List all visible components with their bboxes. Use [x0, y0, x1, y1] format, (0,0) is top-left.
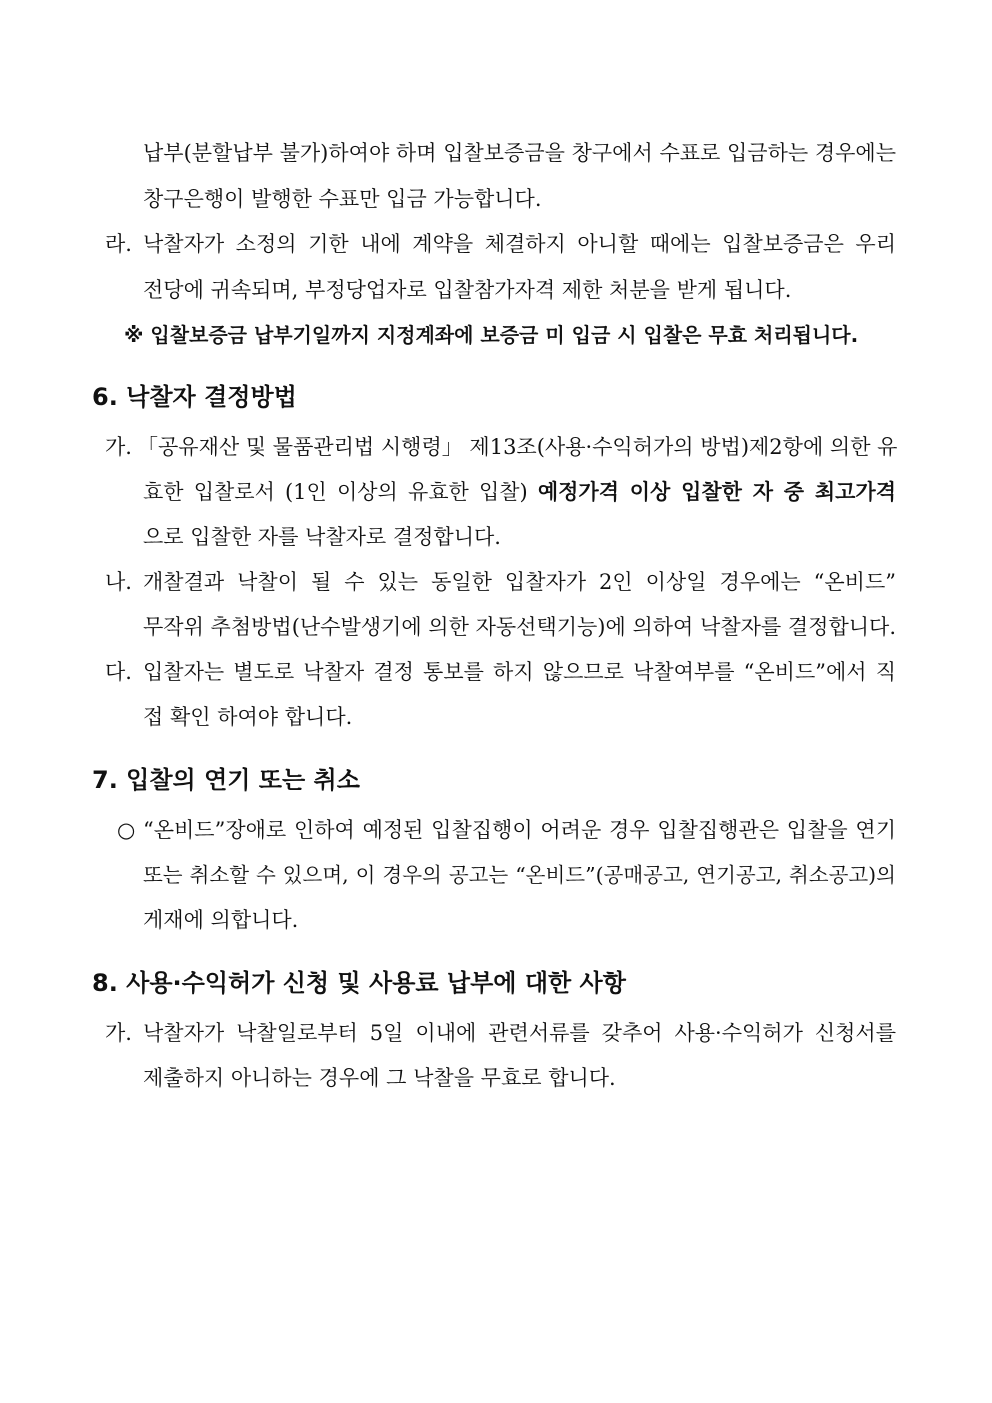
- section-7-heading: 7. 입찰의 연기 또는 취소: [92, 766, 360, 794]
- section-7-line-2: 또는 취소할 수 있으며, 이 경우의 공고는 “온비드”(공매공고, 연기공고, 취소공고)의: [143, 863, 896, 887]
- section-6-ga-line-3: 으로 입찰한 자를 낙찰자로 결정합니다.: [143, 525, 501, 549]
- section-6-na-marker: 나.: [105, 570, 132, 594]
- section-6-da-line-2: 접 확인 하여야 합니다.: [143, 705, 353, 729]
- section-8-ga-line-2: 제출하지 아니하는 경우에 그 낙찰을 무효로 합니다.: [143, 1066, 616, 1090]
- section-6-ga-marker: 가.: [105, 435, 132, 459]
- section-6-na-line-1: 개찰결과 낙찰이 될 수 있는 동일한 입찰자가 2인 이상일 경우에는 “온비드”: [143, 570, 896, 594]
- section-6-ga-line-1: 「공유재산 및 물품관리법 시행령」 제13조(사용·수익허가의 방법)제2항에 의한 유: [137, 435, 898, 459]
- section-6-na-line-2: 무작위 추첨방법(난수발생기에 의한 자동선택기능)에 의하여 낙찰자를 결정합니다.: [143, 615, 896, 639]
- section-6-da-marker: 다.: [105, 660, 132, 684]
- section-7-bullet: ○: [117, 818, 136, 842]
- intro-line-2: 창구은행이 발행한 수표만 입금 가능합니다.: [143, 187, 542, 211]
- highest-price-emphasis: 예정가격 이상 입찰한 자 중 최고가격: [537, 480, 896, 504]
- intro-line-1: 납부(분할납부 불가)하여야 하며 입찰보증금을 창구에서 수표로 입금하는 경우에는: [143, 141, 896, 165]
- section-6-ga-line-2: [143, 477, 896, 507]
- item-ra-marker: 라.: [105, 232, 132, 256]
- section-8-ga-line-1: 낙찰자가 낙찰일로부터 5일 이내에 관련서류를 갖추어 사용·수익허가 신청서를: [143, 1021, 896, 1045]
- item-ra-line-2: 전당에 귀속되며, 부정당업자로 입찰참가자격 제한 처분을 받게 됩니다.: [143, 278, 792, 302]
- section-6-da-line-1: 입찰자는 별도로 낙찰자 결정 통보를 하지 않으므로 낙찰여부를 “온비드”에서 직: [143, 660, 896, 684]
- section-8-ga-marker: 가.: [105, 1021, 132, 1045]
- section-8-heading: 8. 사용·수익허가 신청 및 사용료 납부에 대한 사항: [92, 969, 626, 997]
- item-ra-line-1: 낙찰자가 소정의 기한 내에 계약을 체결하지 아니할 때에는 입찰보증금은 우리: [143, 232, 896, 256]
- section-6-heading: 6. 낙찰자 결정방법: [92, 383, 297, 411]
- bid-deposit-notice: ※ 입찰보증금 납부기일까지 지정계좌에 보증금 미 입금 시 입찰은 무효 처리됩니다.: [124, 323, 859, 347]
- section-7-line-1: “온비드”장애로 인하여 예정된 입찰집행이 어려운 경우 입찰집행관은 입찰을 연기: [143, 818, 896, 842]
- section-7-line-3: 게재에 의합니다.: [143, 908, 299, 932]
- section-6-ga-line-2-plain: 효한 입찰로서 (1인 이상의 유효한 입찰): [143, 480, 538, 504]
